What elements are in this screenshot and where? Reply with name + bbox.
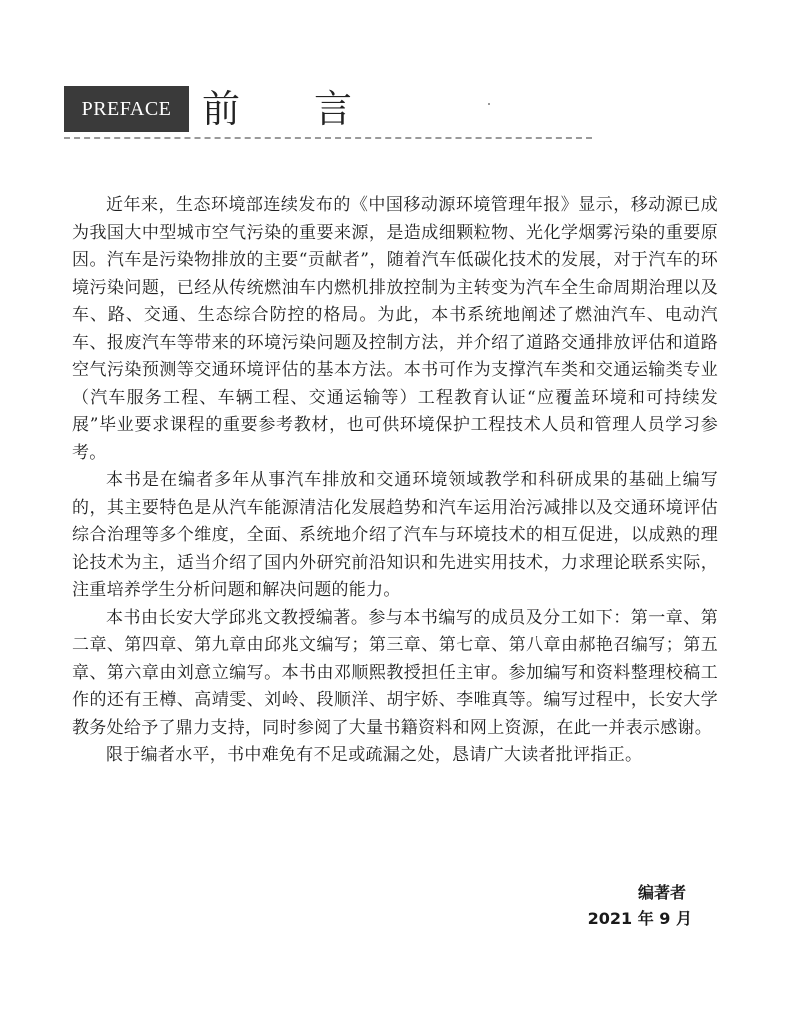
- preface-body: [72, 192, 718, 770]
- page-title: 前言: [202, 87, 427, 131]
- paragraph-1: 近年来，生态环境部连续发布的《中国移动源环境管理年报》显示，移动源已成为我国大中型城市空气污染的重要来源，是造成细颗粒物、光化学烟雾污染的重要原因。汽车是污染物排放的主要“贡献者”，随着汽车低碳化技术的发展，对于汽车的环境污染问题，已经从传统燃油车内燃机排放控制为主转变为汽车全生命周期治理以及车、路、交通、生态综合防控的格局。为此，本书系统地阐述了燃油汽车、电动汽车、报废汽车等带来的环境污染问题及控制方法，并介绍了道路交通排放评估和道路空气污染预测等交通环境评估的基本方法。本书可作为支撑汽车类和交通运输类专业（汽车服务工程、车辆工程、交通运输等）工程教育认证“应覆盖环境和可持续发展”毕业要求课程的重要参考教材，也可供环境保护工程技术人员和管理人员学习参考。: [72, 195, 718, 463]
- print-speck: [488, 103, 490, 105]
- author-label: 编著者: [637, 883, 686, 902]
- paragraph-4: 限于编者水平，书中难免有不足或疏漏之处，恳请广大读者批评指正。: [106, 745, 643, 765]
- preface-label: PREFACE: [64, 86, 189, 132]
- date-label: 2021 年 9 月: [587, 909, 692, 928]
- header-divider: [64, 137, 592, 139]
- paragraph-3: 本书由长安大学邱兆文教授编著。参与本书编写的成员及分工如下：第一章、第二章、第四章、第九章由邱兆文编写；第三章、第七章、第八章由郝艳召编写；第五章、第六章由刘意立编写。本书由邓顺熙教授担任主审。参加编写和资料整理校稿工作的还有王樽、高靖雯、刘岭、段顺洋、胡宇娇、李唯真等。编写过程中，长安大学教务处给予了鼎力支持，同时参阅了大量书籍资料和网上资源，在此一并表示感谢。: [72, 607, 718, 738]
- signature-block: [588, 880, 692, 932]
- paragraph-2: 本书是在编者多年从事汽车排放和交通环境领域教学和科研成果的基础上编写的，其主要特色是从汽车能源清洁化发展趋势和汽车运用治污减排以及交通环境评估综合治理等多个维度，全面、系统地介绍了汽车与环境技术的相互促进，以成熟的理论技术为主，适当介绍了国内外研究前沿知识和先进实用技术，力求理论联系实际，注重培养学生分析问题和解决问题的能力。: [72, 470, 718, 600]
- preface-header: [64, 86, 584, 132]
